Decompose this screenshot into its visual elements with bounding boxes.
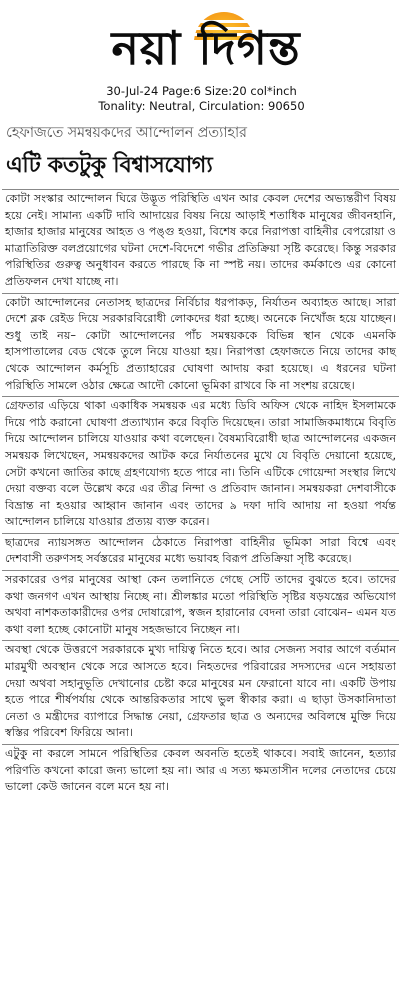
article-kicker: হেফাজতে সমন্বয়কদের আন্দোলন প্রত্যাহার	[6, 125, 247, 141]
article-paragraph: গ্রেফতার এড়িয়ে থাকা একাধিক সমন্বয়ক এর মধ্যে ডিবি অফিস থেকে নাহিদ ইসলামকে দিয়ে পাঠ করানো ঘোষণা প্রত্যাখ্যান করে বিবৃতি দিয়েছেন। তারা সামাজিকমাধ্যমে বিবৃতি দিয়ে আন্দোলন চালিয়ে যাওয়ার কথা বলেছেন। বৈষম্যবিরোধী ছাত্র আন্দোলনের একজন সমন্বয়ক লিখেছেন, সমন্বয়কদের আটক করে নির্যাতনের মুখে যে বিবৃতি দেয়ানো হয়েছে, সেটা কখনো জাতির কাছে গ্রহণযোগ্য হতে পারে না। তিনি এটিকে গোয়েন্দা সংস্থার লিখে দেয়া বক্তব্য বলে উল্লেখ করে এর তীব্র নিন্দা ও প্রতিবাদ জানান। সমন্বয়করা দেশবাসীকে বিভ্রান্ত না হওয়ার আহ্বান জানান এবং তাদের ৯ দফা দাবি আদায় না হওয়া পর্যন্ত আন্দোলন চালিয়ে যাওয়ার প্রত্যয় ব্যক্ত করেন।	[2, 396, 399, 533]
article-paragraph: ছাত্রদের ন্যায়সঙ্গত আন্দোলন ঠেকাতে নিরাপত্তা বাহিনীর ভূমিকা সারা বিশ্বে এবং দেশবাসী তরুণসহ সর্বস্তরের মানুষের মধ্যে ভয়াবহ বিরূপ প্রতিক্রিয়া সৃষ্টি করেছে।	[2, 533, 399, 570]
article-headline: এটি কতটুকু বিশ্বাসযোগ্য	[6, 153, 213, 178]
tonality-circulation: Tonality: Neutral, Circulation: 90650	[98, 99, 305, 113]
article-clip	[2, 118, 399, 986]
article-paragraph: কোটা আন্দোলনের নেতাসহ ছাত্রদের নির্বিচার ধরপাকড়, নির্যাতন অব্যাহত আছে। সারা দেশে ব্লক রেইড দিয়ে সরকারবিরোধী লোকদের ধরা হচ্ছে। অনেকে নিখোঁজ হয়ে যাচ্ছেন। শুধু তাই নয়– কোটা আন্দোলনের পাঁচ সমন্বয়ককে বিভিন্ন স্থান থেকে এমনকি হাসপাতালের বেড থেকে তুলে নিয়ে যাওয়া হয়। নিরাপত্তা হেফাজতে নিয়ে তাদের কাছ থেকে আন্দোলন কর্মসূচি প্রত্যাহারের ঘোষণা আদায় করা হয়েছে। এ ধরনের ঘটনা পরিস্থিতি সামলে ওঠার ক্ষেত্রে আদৌ কোনো ভূমিকা রাখবে কি না সংশয় রয়েছে।	[2, 293, 399, 397]
newspaper-logo: নয়া দিগন্ত	[111, 21, 301, 75]
article-paragraph: এটুকু না করলে সামনে পরিস্থিতির কেবল অবনতি হতেই থাকবে। সবাই জানেন, হত্যার পরিণতি কখনো কারো জন্য ভালো হয় না। আর এ সত্য ক্ষমতাসীন দলের নেতাদের চেয়ে ভালো কেউ জানেন বলে মনে হয় না।	[2, 744, 399, 798]
clip-info: 30-Jul-24 Page:6 Size:20 col*inch	[106, 84, 297, 98]
article-paragraph: সরকারের ওপর মানুষের আস্থা কেন তলানিতে গেছে সেটি তাদের বুঝতে হবে। তাদের কথা জনগণ এখন আস্থায় নিচ্ছে না। শ্রীলঙ্কার মতো পরিস্থিতি সৃষ্টির ষড়যন্ত্রের অভিযোগ অথবা নাশকতাকারীদের ওপর দোষারোপ, স্বজন হারানোর বেদনা তারা বোঝেন– এমন যত কথা বলা হচ্ছে কোনোটা মানুষ সহজভাবে নিচ্ছেন না।	[2, 570, 399, 640]
newspaper-masthead	[0, 0, 403, 113]
article-paragraph: অবস্থা থেকে উত্তরণে সরকারকে মুখ্য দায়িত্ব নিতে হবে। আর সেজন্য সবার আগে বর্তমান মারমুখী অবস্থান থেকে সরে আসতে হবে। নিহতদের পরিবারের সদস্যদের এনে সহায়তা দেয়া অথবা সহানুভূতি দেখানোর চেষ্টা করে মানুষের মন ফেরানো যাবে না। একটি উপায় হতে পারে শীর্ষপর্যায় থেকে আন্তরিকতার সাথে ভুল স্বীকার করা। এ ছাড়া উসকানিদাতা নেতা ও মন্ত্রীদের ব্যাপারে সিদ্ধান্ত নেয়া, গ্রেফতার ছাত্র ও অন্যদের অবিলম্বে মুক্তি দিয়ে স্বস্তির পরিবেশ ফিরিয়ে আনা।	[2, 640, 399, 744]
article-paragraph: কোটা সংস্কার আন্দোলন ঘিরে উদ্ভূত পরিস্থিতি এখন আর কেবল দেশের অভ্যন্তরীণ বিষয় হয়ে নেই। সামান্য একটি দাবি আদায়ের বিষয় নিয়ে আড়াই শতাধিক মানুষের জীবনহানি, হাজার হাজার মানুষের আহত ও পঙ্গু হওয়া, বিশেষ করে নিরাপত্তা বাহিনীর বেপরোয়া ও মাত্রাতিরিক্ত বলপ্রয়োগের ঘটনা দেশে-বিদেশে গভীর প্রতিক্রিয়া সৃষ্টি করেছে। কিন্তু সরকার পরিস্থিতির গুরুত্ব অনুধাবন করতে পারছে কি না স্পষ্ট নয়। তাদের কর্মকাণ্ডে এর কোনো প্রতিফলন দেখা যাচ্ছে না।	[2, 189, 399, 293]
